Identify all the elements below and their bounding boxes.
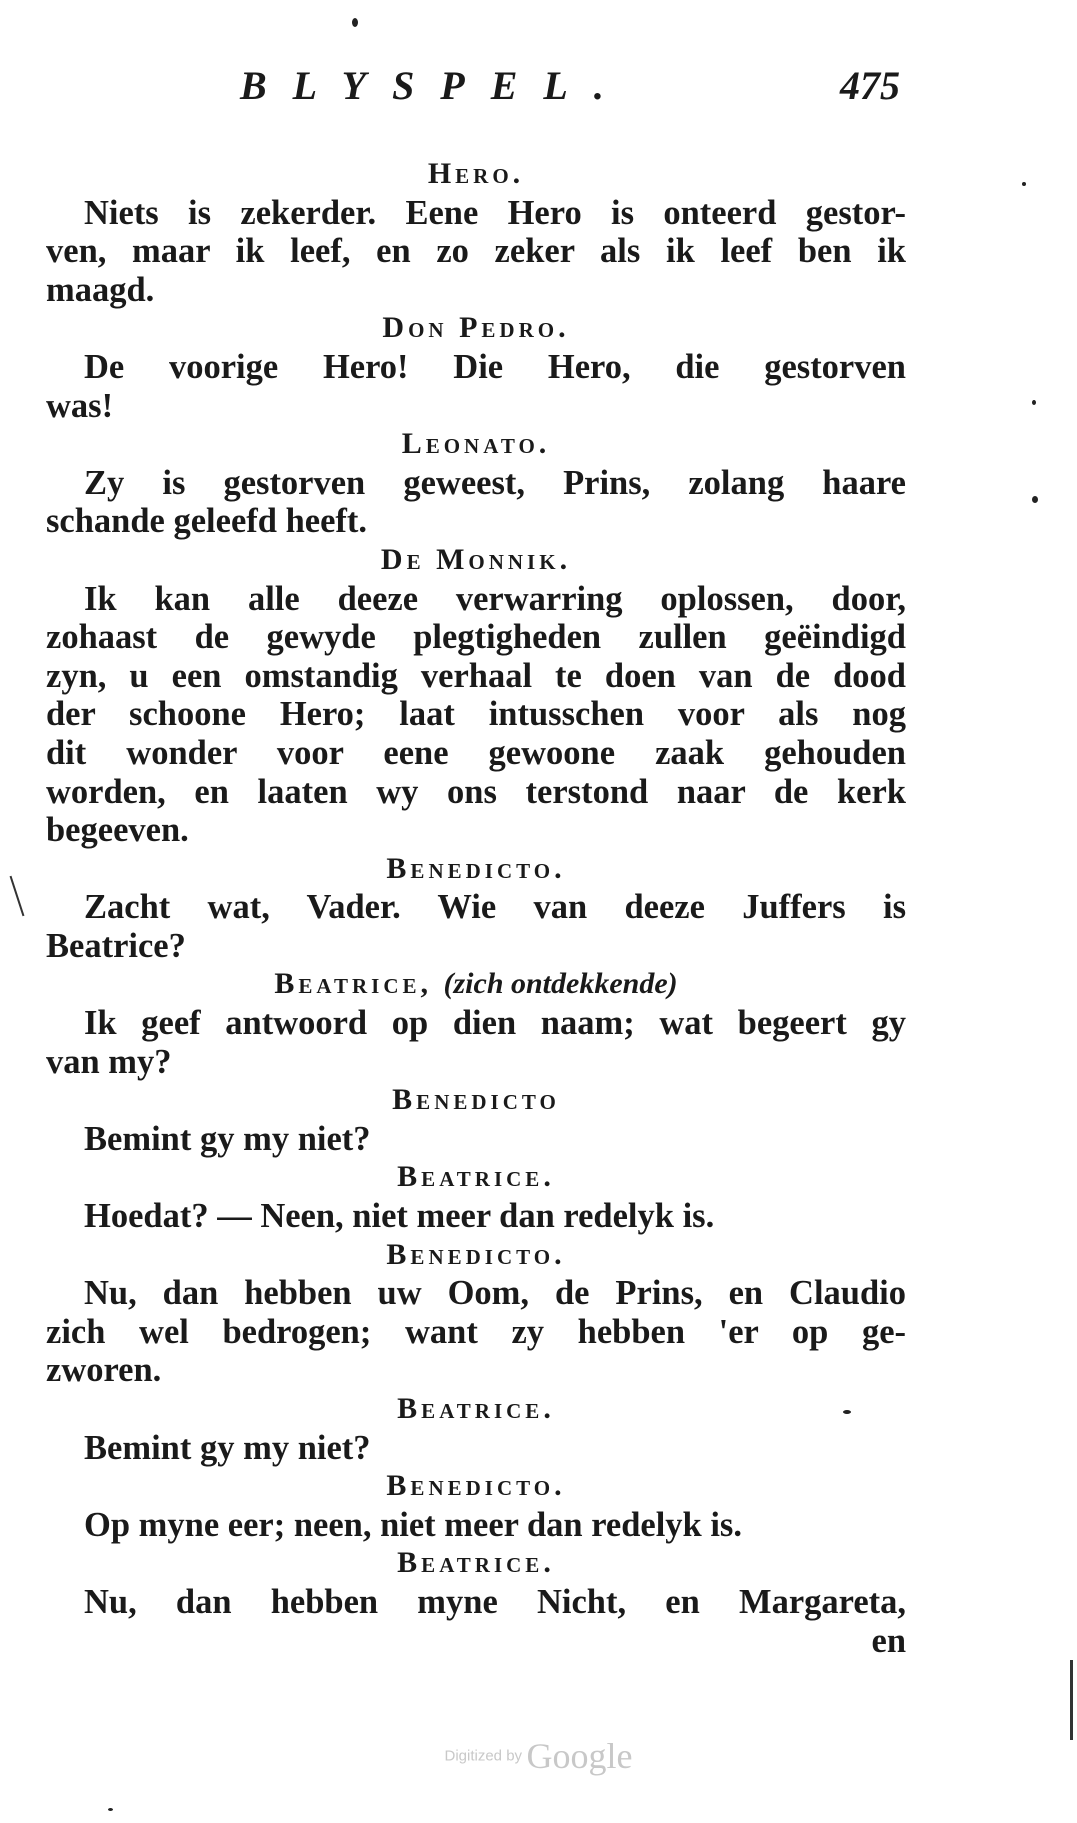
speaker-name: [46, 1544, 906, 1583]
text-line: zyn, u een omstandig verhaal te doen van de dood: [46, 656, 906, 695]
text-line: Nu, dan hebben uw Oom, de Prins, en Claudio: [84, 1274, 906, 1313]
text-line: was!: [46, 386, 114, 425]
margin-mark: [1070, 1660, 1073, 1740]
text-line: Ik geef antwoord op dien naam; wat begeert gy: [84, 1004, 906, 1043]
speaker-label: Beatrice,: [274, 967, 432, 1001]
speaker-label: Don Pedro.: [382, 311, 570, 345]
text-line: zworen.: [46, 1351, 162, 1390]
play-text: [46, 155, 906, 1660]
text-line: schande geleefd heeft.: [46, 502, 367, 541]
ink-speck: [1032, 400, 1036, 405]
speaker-label: Benedicto: [392, 1083, 560, 1117]
ink-speck: [843, 1410, 851, 1414]
text-line: Hoedat? — Neen, niet meer dan redelyk is.: [84, 1197, 715, 1236]
speaker-label: Beatrice.: [397, 1160, 555, 1194]
text-line: Niets is zekerder. Eene Hero is onteerd gestor-: [84, 193, 906, 232]
text-line: van my?: [46, 1042, 172, 1081]
speaker-label: Benedicto.: [386, 1469, 566, 1503]
speaker-name: [46, 541, 906, 580]
speaker-label: Benedicto.: [386, 851, 566, 885]
text-line: Op myne eer; neen, niet meer dan redelyk is.: [84, 1505, 742, 1544]
text-line: maagd.: [46, 270, 155, 309]
text-line: worden, en laaten wy ons terstond naar de kerk: [46, 772, 906, 811]
speaker-label: De Monnik.: [380, 542, 572, 576]
text-line: zohaast de gewyde plegtigheden zullen geëindigd: [46, 618, 906, 657]
text-line: Zy is gestorven geweest, Prins, zolang haare: [84, 463, 906, 502]
text-line: Bemint gy my niet?: [84, 1428, 371, 1467]
speaker-name: [46, 1236, 906, 1275]
text-line: zich wel bedrogen; want zy hebben 'er op ge-: [46, 1312, 906, 1351]
text-line: Bemint gy my niet?: [84, 1119, 371, 1158]
ink-speck: [1022, 182, 1026, 186]
speaker-name: [46, 850, 906, 889]
text-line: Zacht wat, Vader. Wie van deeze Juffers is: [84, 888, 906, 927]
ink-speck: [1032, 496, 1038, 503]
text-line: Ik kan alle deeze verwarring oplossen, door,: [84, 579, 906, 618]
speaker-name: [46, 1158, 906, 1197]
speaker-label: Hero.: [427, 157, 525, 190]
speaker-name: [46, 1390, 906, 1429]
text-line: der schoone Hero; laat intusschen voor als nog: [46, 695, 906, 734]
google-logo: Google: [526, 1736, 633, 1776]
speaker-label: Leonato.: [401, 427, 551, 461]
stage-direction: (zich ontdekkende): [443, 967, 678, 1001]
speaker-name: [46, 309, 906, 348]
text-line: Beatrice?: [46, 926, 186, 965]
speaker-label: Beatrice.: [397, 1546, 555, 1580]
speaker-name: [46, 965, 906, 1004]
ink-speck: [108, 1808, 113, 1811]
text-line: dit wonder voor eene gewoone zaak gehouden: [46, 733, 906, 772]
text-line: begeeven.: [46, 811, 189, 850]
page-number: 475: [840, 63, 900, 108]
watermark-prefix: Digitized by: [444, 1747, 523, 1765]
running-head: [240, 62, 900, 122]
speaker-name: [46, 1467, 906, 1506]
speaker-label: Beatrice.: [397, 1392, 555, 1425]
running-title: BLYSPEL.: [240, 63, 630, 108]
catchword: en: [871, 1621, 906, 1660]
speaker-name: [46, 155, 906, 194]
text-line: De voorige Hero! Die Hero, die gestorven: [84, 347, 906, 386]
margin-mark: [10, 876, 25, 917]
speaker-name: [46, 1081, 906, 1120]
speaker-label: Benedicto.: [386, 1237, 566, 1271]
digitized-watermark: [0, 1735, 1077, 1777]
text-line: Nu, dan hebben myne Nicht, en Margareta,: [84, 1582, 906, 1621]
ink-speck: [352, 18, 358, 27]
text-line: ven, maar ik leef, en zo zeker als ik leef ben ik: [46, 232, 906, 271]
speaker-name: [46, 425, 906, 464]
